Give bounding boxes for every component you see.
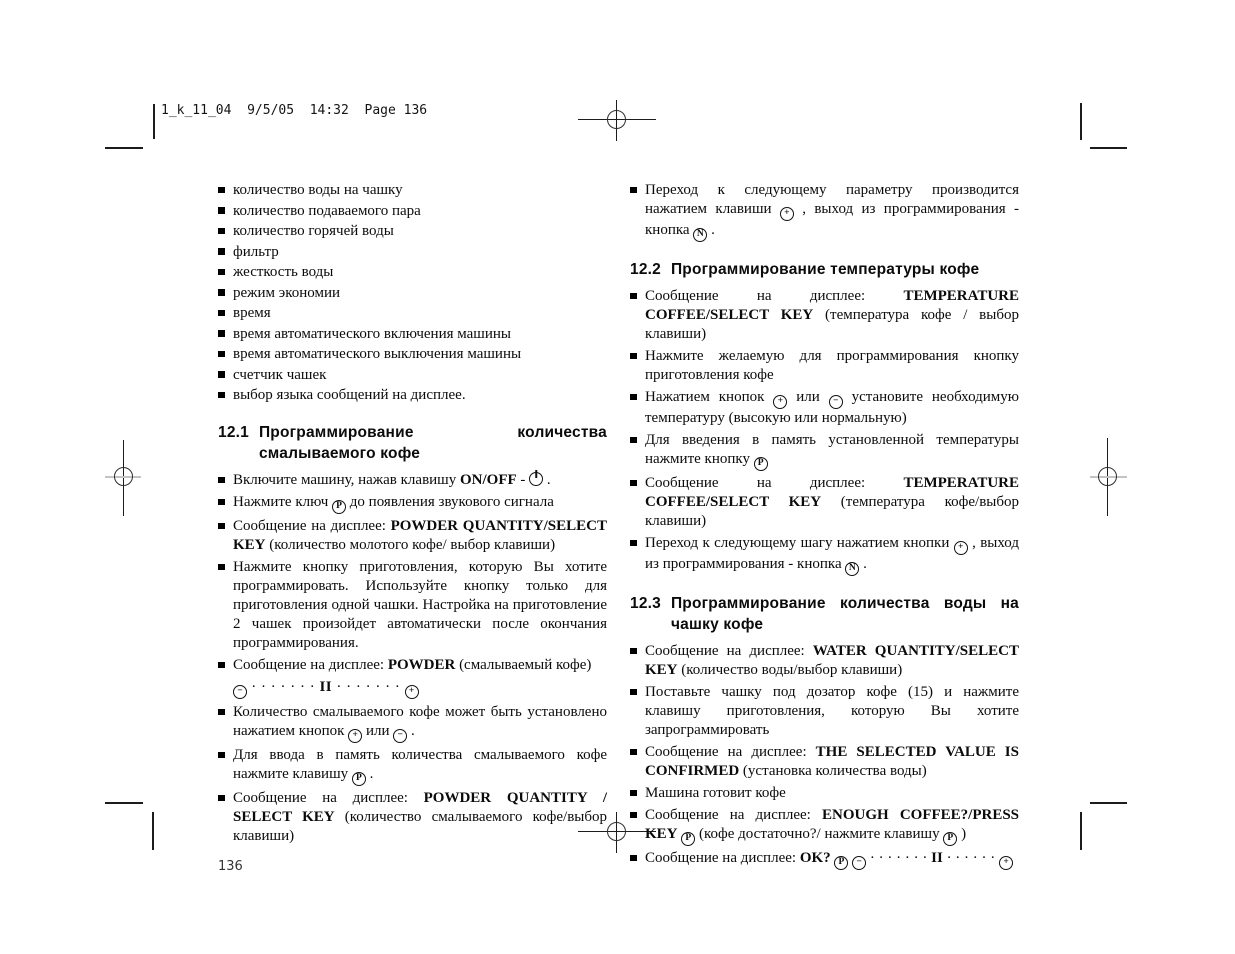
left-column <box>218 181 607 876</box>
registration-mark-left-circle <box>114 467 133 486</box>
plus-circle-icon: + <box>999 856 1013 870</box>
list-item <box>218 263 607 282</box>
text-segment: ) <box>957 826 967 842</box>
text-segment: · · · · · · · <box>866 850 932 866</box>
right-column <box>630 181 1019 873</box>
registration-mark-top-circle <box>607 110 626 129</box>
text-segment: (количество смалываемого кофе/выбор клавиши) <box>233 809 607 844</box>
list-item <box>218 345 607 364</box>
text-segment: Сообщение на дисплее: <box>645 475 904 491</box>
bullet-square-icon <box>630 812 637 819</box>
plus-circle-icon: + <box>348 729 362 743</box>
text-segment: Для введения в память установленной температуры нажмите кнопку <box>645 432 1019 467</box>
text-segment: . <box>707 222 715 238</box>
display-message-text: POWDER <box>387 657 456 673</box>
bullet-square-icon <box>218 248 225 255</box>
section-12-1-continued-list <box>630 181 1019 242</box>
bullet-square-icon <box>218 351 225 358</box>
crop-mark-top-right-horizontal <box>1090 147 1127 149</box>
text-segment: (смалываемый кофе) <box>455 657 592 673</box>
text-segment: . <box>407 723 415 739</box>
text-segment: режим экономии <box>233 284 341 301</box>
bullet-square-icon <box>630 187 637 194</box>
list-item <box>218 243 607 262</box>
text-segment: Включите машину, нажав клавишу <box>233 472 460 488</box>
text-segment: Нажмите кнопку приготовления, которую Вы хотите программировать. Используйте кнопку только для приготовления одной чашки. Настройка на приготовление 2 чашек произойдет автоматически после окончания программирования. <box>233 559 607 651</box>
display-message-text: OK? <box>799 850 831 866</box>
crop-mark-bottom-left-vertical <box>152 812 154 850</box>
list-item <box>630 806 1019 846</box>
section-12-1-heading <box>218 422 607 464</box>
text-segment: выбор языка сообщений на дисплее. <box>233 387 466 403</box>
section-number: 12.2 <box>630 261 661 278</box>
bullet-square-icon <box>218 752 225 759</box>
text-segment: Сообщение на дисплее: <box>645 288 904 304</box>
text-segment: Сообщение на дисплее: <box>645 744 816 760</box>
text-segment: . <box>859 556 867 572</box>
display-message-text: WATER QUANTITY/SELECT KEY <box>645 643 1019 678</box>
minus-circle-icon: − <box>393 729 407 743</box>
display-message-text: TEMPERATURE COFFEE/SELECT KEY <box>645 475 1019 510</box>
text-segment: или <box>787 389 829 405</box>
text-segment: Машина готовит кофе <box>645 785 786 801</box>
display-message-text: TEMPERATURE COFFEE/SELECT KEY <box>645 288 1019 323</box>
list-item <box>218 656 607 675</box>
list-item <box>218 493 607 514</box>
text-segment: или <box>362 723 394 739</box>
text-segment: жесткость воды <box>233 264 334 280</box>
list-item <box>630 683 1019 740</box>
list-item <box>630 474 1019 531</box>
text-segment: время <box>233 305 271 321</box>
display-message-text: POWDER QUANTITY / SELECT KEY <box>233 790 607 825</box>
bullet-square-icon <box>218 228 225 235</box>
text-segment: Сообщение на дисплее: <box>645 807 822 823</box>
list-item <box>218 304 607 323</box>
display-message-text: ON/OFF <box>459 472 517 488</box>
display-message-text: POWDER QUANTITY/SELECT KEY <box>233 518 607 553</box>
bullet-square-icon <box>218 523 225 530</box>
bullet-square-icon <box>218 289 225 296</box>
bullet-square-icon <box>630 293 637 300</box>
list-item <box>218 746 607 786</box>
p-key-circle-icon: P <box>754 457 768 471</box>
text-segment: фильтр <box>233 243 279 260</box>
bullet-square-icon <box>630 480 637 487</box>
list-item <box>630 347 1019 385</box>
text-segment: · · · · · · · <box>247 679 320 695</box>
p-key-circle-icon: P <box>834 856 848 870</box>
section-title: Программирование температуры кофе <box>670 261 980 278</box>
list-item <box>630 642 1019 680</box>
text-segment: Переход к следующему параметру производится нажатием клавиши <box>645 182 1019 217</box>
text-segment: Сообщение на дисплее: <box>233 518 391 534</box>
display-message-text: II <box>931 850 943 866</box>
text-segment: Сообщение на дисплее: <box>645 850 800 866</box>
bullet-square-icon <box>218 207 225 214</box>
display-message-text: THE SELECTED VALUE IS CONFIRMED <box>645 744 1019 779</box>
list-item <box>630 534 1019 576</box>
settings-list <box>218 181 607 405</box>
display-scale-row <box>218 678 607 699</box>
section-title: Программирование количества смалываемого кофе <box>258 424 607 462</box>
text-segment: (температура кофе / выбор клавиши) <box>645 307 1019 342</box>
text-segment: Сообщение на дисплее: <box>645 643 813 659</box>
power-icon <box>529 472 543 486</box>
bullet-square-icon <box>630 437 637 444</box>
text-segment: Нажмите желаемую для программирования кнопку приготовления кофе <box>645 348 1019 383</box>
list-item <box>630 431 1019 471</box>
text-segment: время автоматического включения машины <box>233 325 511 342</box>
plus-circle-icon: + <box>405 685 419 699</box>
text-segment: Для ввода в память количества смалываемого кофе нажмите клавишу <box>233 747 607 782</box>
text-segment: Сообщение на дисплее: <box>233 657 388 673</box>
text-segment: . <box>543 472 551 488</box>
list-item <box>218 366 607 385</box>
bullet-square-icon <box>218 269 225 276</box>
text-segment: , выход из программирования - кнопка <box>645 201 1019 238</box>
text-segment: Сообщение на дисплее: <box>233 790 424 806</box>
bullet-square-icon <box>630 689 637 696</box>
plus-circle-icon: + <box>780 207 794 221</box>
list-item <box>630 181 1019 242</box>
text-segment: время автоматического выключения машины <box>233 346 522 362</box>
registration-mark-bottom-circle <box>607 822 626 841</box>
text-segment: до появления звукового сигнала <box>346 494 554 510</box>
list-item <box>218 181 607 200</box>
section-number: 12.1 <box>218 424 249 441</box>
section-12-1-list <box>218 471 607 846</box>
list-item <box>630 784 1019 803</box>
crop-mark-top-right-vertical <box>1080 103 1082 140</box>
text-segment: . <box>365 766 374 782</box>
p-key-circle-icon: P <box>681 832 695 846</box>
proof-header: 1_k_11_04 9/5/05 14:32 Page 136 <box>161 103 428 118</box>
section-12-2-heading <box>630 259 1019 280</box>
section-12-3-list <box>630 642 1019 870</box>
bullet-square-icon <box>218 662 225 669</box>
list-item <box>218 789 607 846</box>
section-number: 12.3 <box>630 595 661 612</box>
crop-mark-bottom-right-vertical <box>1080 812 1082 850</box>
minus-circle-icon: − <box>233 685 247 699</box>
text-segment: (кофе достаточно?/ нажмите клавишу <box>695 826 944 842</box>
text-segment: · · · · · · · <box>332 679 405 695</box>
page-number: 136 <box>218 859 243 874</box>
text-segment: (установка количества воды) <box>739 763 927 779</box>
list-item <box>218 703 607 743</box>
bullet-square-icon <box>630 540 637 547</box>
p-key-circle-icon: P <box>332 500 346 514</box>
bullet-square-icon <box>630 648 637 655</box>
list-item <box>218 517 607 555</box>
list-item <box>630 743 1019 781</box>
crop-mark-top-left-horizontal <box>105 147 143 149</box>
section-title: Программирование количества воды на чашку кофе <box>670 595 1019 633</box>
text-segment: счетчик чашек <box>233 366 327 383</box>
text-segment: Нажатием кнопок <box>645 389 774 405</box>
bullet-square-icon <box>218 709 225 716</box>
list-item <box>218 325 607 344</box>
bullet-square-icon <box>630 855 637 862</box>
crop-mark-bottom-right-horizontal <box>1090 802 1127 804</box>
minus-circle-icon: − <box>829 395 843 409</box>
bullet-square-icon <box>218 310 225 317</box>
text-segment: (количество воды/выбор клавиши) <box>677 662 903 678</box>
text-segment: количество горячей воды <box>233 223 394 239</box>
bullet-square-icon <box>218 564 225 571</box>
list-item <box>630 849 1019 870</box>
text-segment: Количество смалываемого кофе может быть установлено нажатием кнопок <box>233 704 607 739</box>
text-segment: Нажмите ключ <box>233 494 333 510</box>
bullet-square-icon <box>630 394 637 401</box>
list-item <box>218 471 607 490</box>
bullet-square-icon <box>218 187 225 194</box>
bullet-square-icon <box>630 790 637 797</box>
text-segment: - <box>516 472 530 488</box>
bullet-square-icon <box>218 499 225 506</box>
text-segment: Переход к следующему шагу нажатием кнопки <box>645 535 954 551</box>
crop-mark-top-left-vertical <box>153 104 155 139</box>
plus-circle-icon: + <box>773 395 787 409</box>
list-item <box>630 388 1019 428</box>
section-12-2-list <box>630 287 1019 576</box>
list-item <box>630 287 1019 344</box>
crop-mark-bottom-left-horizontal <box>105 802 143 804</box>
registration-mark-right-circle <box>1098 467 1117 486</box>
text-segment: · · · · · · <box>942 850 1000 866</box>
list-item <box>218 284 607 303</box>
text-segment: (количество молотого кофе/ выбор клавиши) <box>265 537 556 553</box>
minus-circle-icon: − <box>852 856 866 870</box>
bullet-square-icon <box>218 392 225 399</box>
bullet-square-icon <box>218 795 225 802</box>
list-item <box>218 386 607 405</box>
bullet-square-icon <box>630 749 637 756</box>
text-segment: Поставьте чашку под дозатор кофе (15) и нажмите клавишу приготовления, которую Вы хотите запрограммировать <box>645 684 1019 738</box>
text-segment: количество воды на чашку <box>233 182 403 198</box>
bullet-square-icon <box>218 330 225 337</box>
text-segment: установите необходимую температуру (высокую или нормальную) <box>645 389 1019 426</box>
list-item <box>218 222 607 241</box>
p-key-circle-icon: P <box>352 772 366 786</box>
text-segment: (температура кофе/выбор клавиши) <box>645 494 1019 529</box>
text-segment: , выход из программирования - кнопка <box>645 535 1019 572</box>
plus-circle-icon: + <box>954 541 968 555</box>
p-key-circle-icon: P <box>943 832 957 846</box>
list-item <box>218 202 607 221</box>
display-message-text: ENOUGH COFFEE?/PRESS KEY <box>645 807 1020 842</box>
text-segment: количество подаваемого пара <box>233 202 421 219</box>
display-message-text: II <box>319 679 333 695</box>
bullet-square-icon <box>218 477 225 484</box>
bullet-square-icon <box>630 353 637 360</box>
section-12-3-heading <box>630 593 1019 635</box>
n-key-circle-icon: N <box>693 228 707 242</box>
list-item <box>218 558 607 653</box>
n-key-circle-icon: N <box>845 562 859 576</box>
bullet-square-icon <box>218 371 225 378</box>
